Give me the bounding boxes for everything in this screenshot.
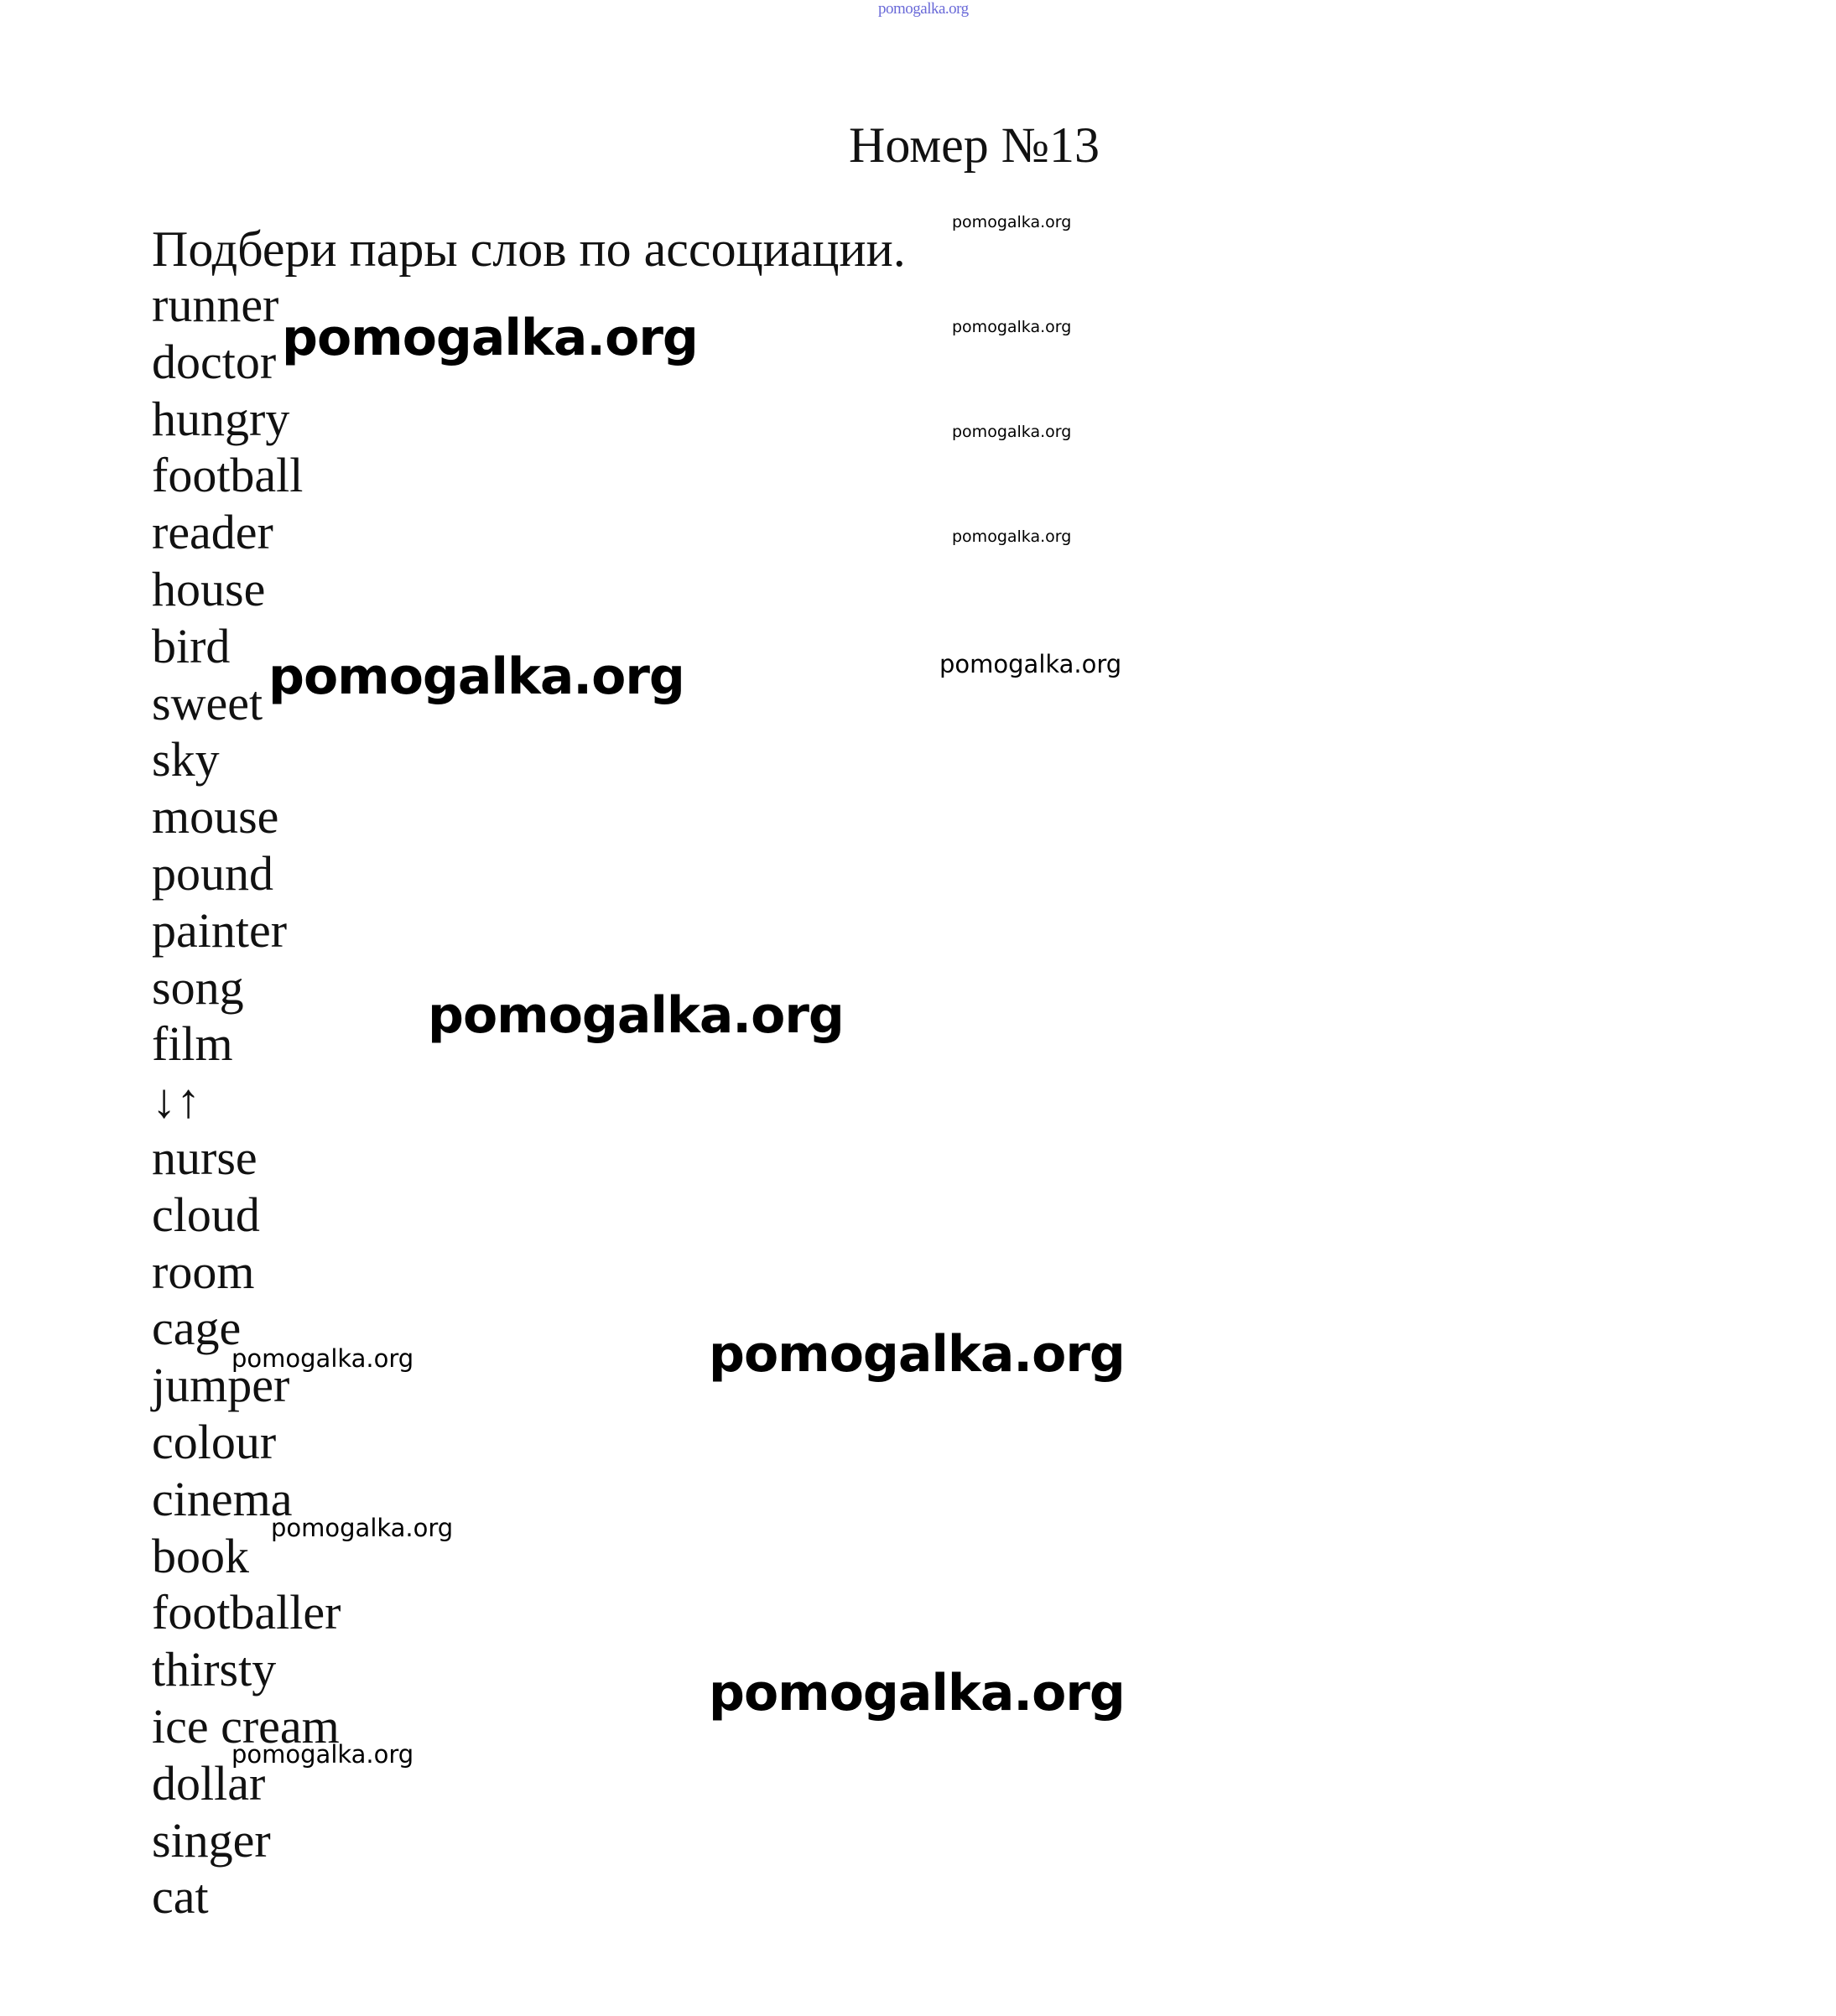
task-instruction: Подбери пары слов по ассоциации.: [152, 221, 906, 277]
watermark: pomogalka.org: [709, 1325, 1125, 1384]
list-item: footballer: [152, 1585, 341, 1640]
watermark: pomogalka.org: [428, 986, 844, 1045]
list-item: painter: [152, 902, 288, 958]
page-title: Номер №13: [849, 117, 1100, 173]
header-watermark: pomogalka.org: [878, 0, 969, 18]
list-item: book: [152, 1528, 249, 1583]
list-item: mouse: [152, 789, 279, 844]
list-item: room: [152, 1244, 255, 1299]
list-item: football: [152, 448, 304, 503]
watermark: pomogalka.org: [231, 1344, 414, 1373]
list-item: nurse: [152, 1130, 257, 1185]
list-item: cloud: [152, 1187, 260, 1242]
word-list: [152, 277, 341, 1925]
list-item: colour: [152, 1414, 277, 1469]
list-item: ice cream: [152, 1698, 340, 1754]
list-item: hungry: [152, 391, 290, 446]
watermark: pomogalka.org: [268, 647, 684, 706]
list-item: song: [152, 959, 244, 1015]
list-item: house: [152, 561, 266, 616]
list-item: cinema: [152, 1471, 293, 1526]
list-item: runner: [152, 278, 279, 332]
list-item: thirsty: [152, 1642, 277, 1697]
watermark: pomogalka.org: [709, 1664, 1125, 1722]
watermark: pomogalka.org: [952, 527, 1072, 546]
arrows-divider: ↓↑: [152, 1073, 200, 1129]
list-item: sky: [152, 732, 220, 787]
list-item: cage: [152, 1301, 242, 1356]
watermark: pomogalka.org: [939, 650, 1122, 678]
watermark: pomogalka.org: [952, 318, 1072, 336]
watermark: pomogalka.org: [231, 1740, 414, 1769]
list-item: singer: [152, 1812, 271, 1868]
list-item: pound: [152, 845, 273, 901]
list-item: film: [152, 1016, 233, 1072]
list-item: dollar: [152, 1755, 266, 1811]
list-item: sweet: [152, 675, 263, 730]
list-item: jumper: [152, 1358, 290, 1413]
watermark: pomogalka.org: [952, 213, 1072, 231]
watermark: pomogalka.org: [952, 423, 1072, 441]
watermark: pomogalka.org: [282, 309, 698, 367]
list-item: bird: [152, 618, 231, 673]
watermark: pomogalka.org: [271, 1514, 454, 1542]
list-item: cat: [152, 1869, 209, 1925]
list-item: reader: [152, 505, 273, 560]
list-item: doctor: [152, 334, 277, 389]
